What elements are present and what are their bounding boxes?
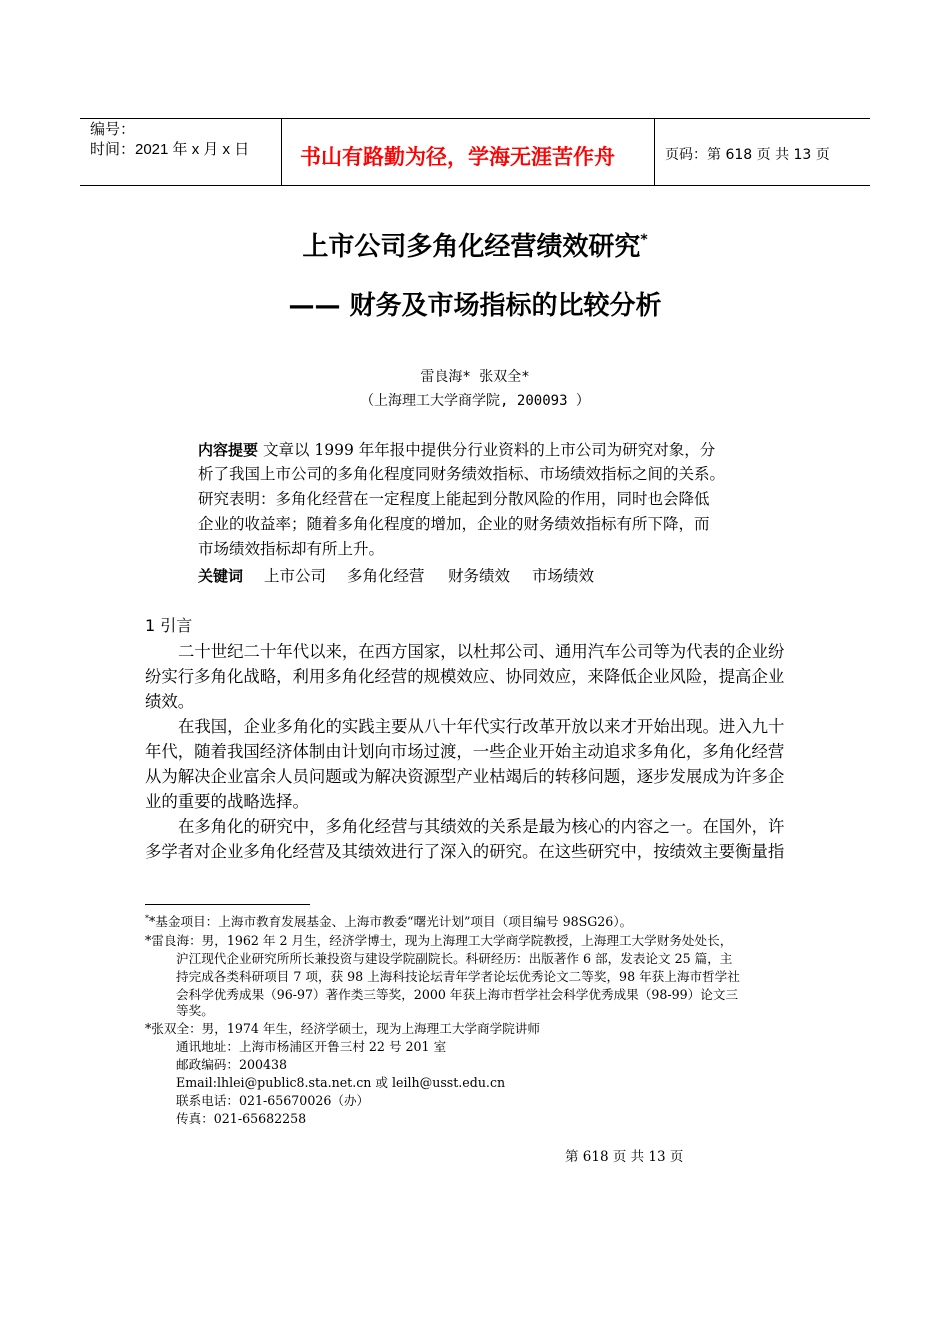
footnote-line: 传真：021-65682258 <box>176 1111 307 1126</box>
footnote-email: Email:lhlei@public8.sta.net.cn 或 leilh@usst.edu.cn <box>176 1075 506 1090</box>
body-line: 业的重要的战略选择。 <box>145 792 309 811</box>
body-line: 纷实行多角化战略，利用多角化经营的规模效应、协同效应，来降低企业风险，提高企业 <box>145 667 785 686</box>
abstract-line-4: 企业的收益率；随着多角化程度的增加，企业的财务绩效指标有所下降，而 <box>198 515 710 533</box>
footnote-fund: **基金项目：上海市教育发展基金、上海市教委“曙光计划”项目（项目编号 98SG26）。 <box>145 913 633 929</box>
header-number-label: 编号： <box>90 121 136 138</box>
footnote-line: *张双全：男，1974 年生，经济学硕士，现为上海理工大学商学院讲师 <box>145 1021 540 1036</box>
footnote-line: 沪江现代企业研究所所长兼投资与建设学院副院长。科研经历：出版著作 6 部，发表论文 25 篇，主 <box>176 951 733 966</box>
keyword-4: 市场绩效 <box>532 567 595 585</box>
footnote-line: 会科学优秀成果（96-97）著作类三等奖，2000 年获上海市哲学社会科学优秀成果（98-99）论文三 <box>176 987 739 1002</box>
body-line: 年代，随着我国经济体制由计划向市场过渡，一些企业开始主动追求多角化，多角化经营 <box>145 742 785 761</box>
body-line: 在我国，企业多角化的实践主要从八十年代实行改革开放以来才开始出现。进入九十 <box>178 717 785 736</box>
header-top-rule <box>80 118 870 119</box>
keywords-label: 关键词 <box>198 567 244 585</box>
body-line: 在多角化的研究中，多角化经营与其绩效的关系是最为核心的内容之一。在国外，许 <box>178 817 785 836</box>
paper-title-text: 上市公司多角化经营绩效研究 <box>302 232 641 262</box>
body-line: 从为解决企业富余人员问题或为解决资源型产业枯竭后的转移问题，逐步发展成为许多企 <box>145 767 785 786</box>
header-motto: 书山有路勤为径，学海无涯苦作舟 <box>300 145 615 169</box>
abstract-text: 文章以 1999 年年报中提供分行业资料的上市公司为研究对象，分 <box>262 441 716 459</box>
footnote-separator <box>145 904 310 905</box>
footnote-line: *雷良海：男，1962 年 2 月生，经济学博士，现为上海理工大学商学院教授，上海理工大学财务处处长， <box>145 933 733 948</box>
section-heading: 1 引言 <box>145 616 193 635</box>
paper-subtitle: —— 财务及市场指标的比较分析 <box>288 291 662 321</box>
header-divider-left <box>281 118 282 185</box>
abstract-line-1 <box>198 438 715 462</box>
keyword-3: 财务绩效 <box>448 567 511 585</box>
footnote-mark: * <box>145 913 149 923</box>
header-time-label: 时间：2021 年 x 月 x 日 <box>90 141 250 158</box>
body-line: 绩效。 <box>145 692 195 711</box>
abstract-line-3: 研究表明：多角化经营在一定程度上能起到分散风险的作用，同时也会降低 <box>198 490 710 508</box>
footnote-line: 等奖。 <box>176 1003 214 1018</box>
header-page-label: 页码：第 618 页 共 13 页 <box>665 147 830 163</box>
paper-title <box>0 226 950 263</box>
body-line: 二十世纪二十年代以来，在西方国家，以杜邦公司、通用汽车公司等为代表的企业纷 <box>178 642 785 661</box>
header-divider-right <box>654 118 655 185</box>
author-names: 雷良海* 张双全* <box>420 369 530 385</box>
footnote-line: 联系电话：021-65670026（办） <box>176 1093 370 1108</box>
footnote-line: 通讯地址：上海市杨浦区开鲁三村 22 号 201 室 <box>176 1039 447 1054</box>
body-line: 多学者对企业多角化经营及其绩效进行了深入的研究。在这些研究中，按绩效主要衡量指 <box>145 842 785 861</box>
abstract-line-2: 析了我国上市公司的多角化程度同财务绩效指标、市场绩效指标之间的关系。 <box>198 465 726 483</box>
abstract-label: 内容提要 <box>198 441 259 459</box>
keyword-2: 多角化经营 <box>347 567 425 585</box>
abstract-line-5: 市场绩效指标却有所上升。 <box>198 540 385 558</box>
page-footer: 第 618 页 共 13 页 <box>565 1149 684 1165</box>
author-affiliation: （上海理工大学商学院, 200093 ） <box>360 393 590 409</box>
header-bottom-rule <box>80 185 870 186</box>
footnote-line: 持完成各类科研项目 7 项，获 98 上海科技论坛青年学者论坛优秀论文二等奖，98 年获上海市哲学社 <box>176 969 740 984</box>
paper-title-mark: * <box>640 232 648 248</box>
footnote-line: 邮政编码：200438 <box>176 1057 288 1072</box>
keyword-1: 上市公司 <box>264 567 327 585</box>
